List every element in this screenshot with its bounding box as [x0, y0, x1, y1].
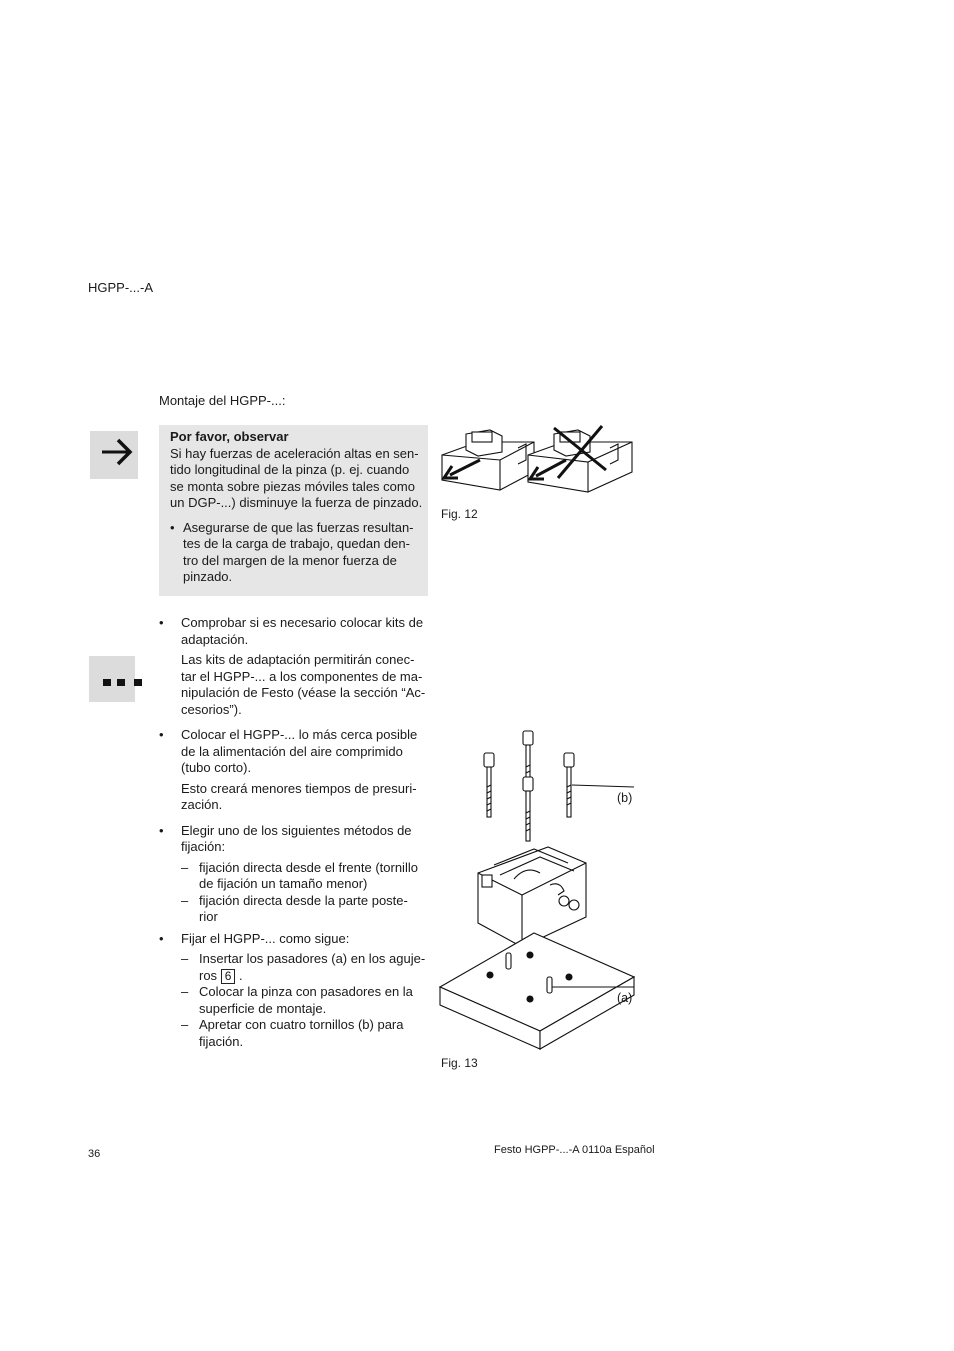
fig12-illustration: [438, 420, 638, 500]
sub-list-item: – Colocar la pinza con pasadores en la superficie de montaje.: [181, 984, 413, 1016]
note-title: Por favor, observar: [170, 429, 289, 444]
fig13-caption: Fig. 13: [441, 1056, 478, 1070]
arrow-right-icon: [90, 431, 138, 479]
list-item: • Elegir uno de los siguientes métodos de fijación: – fijación directa desde el frente (tornillo de fijación un tamaño menor) – fijación directa desde la parte poste- rior: [159, 823, 429, 926]
screw: [484, 753, 494, 817]
label-b: (b): [617, 791, 633, 805]
sub-list-item: – Insertar los pasadores (a) en los aguje- ros 6 .: [181, 951, 426, 983]
label-a: (a): [617, 991, 633, 1005]
sub-list-item: – Apretar con cuatro tornillos (b) para fijación.: [181, 1017, 404, 1049]
screw: [523, 777, 533, 841]
gripper-correct: [442, 430, 534, 490]
gripper-body: [478, 847, 586, 947]
note-box: [159, 425, 428, 596]
sub-list-item: – fijación directa desde la parte poste- rior: [181, 892, 408, 924]
instruction-list: [159, 615, 429, 1053]
document-id: Festo HGPP-...-A 0110a Español: [494, 1144, 655, 1156]
page-number: 36: [88, 1148, 101, 1160]
running-header: HGPP-...-A: [88, 280, 154, 295]
list-item: • Comprobar si es necesario colocar kits de adaptación. Las kits de adaptación permitirán conec- tar el HGPP-... a los componentes de ma- nipulación de Festo (véase la sección “Ac- cesorios”).: [159, 615, 426, 717]
sub-list-item: – fijación directa desde el frente (tornillo de fijación un tamaño menor): [181, 859, 418, 891]
list-item: • Colocar el HGPP-... lo más cerca posible de la alimentación del aire comprimido (tubo corto). Esto creará menores tiempos de presuri- zación.: [159, 727, 418, 812]
fig13-illustration: [438, 725, 638, 1055]
mounting-plate: [440, 933, 634, 1049]
list-item: • Fijar el HGPP-... como sigue: – Insertar los pasadores (a) en los aguje- ros 6 . – Colocar la pinza con pasadores en la superficie de montaje. – Apretar con cuatro tornillos (b) para fijación.: [159, 931, 429, 1051]
section-title: Montaje del HGPP-...:: [159, 393, 286, 408]
gripper-incorrect: [528, 430, 632, 492]
info-dots-icon: [89, 656, 135, 702]
fig12-caption: Fig. 12: [441, 507, 478, 521]
note-bullet: • Asegurarse de que las fuerzas resultan- tes de la carga de trabajo, quedan den- tro del margen de la menor fuerza de pinzado.: [170, 519, 414, 584]
reference-number: 6: [221, 969, 236, 984]
note-text: Si hay fuerzas de aceleración altas en sen- tido longitudinal de la pinza (p. ej. cuando se monta sobre piezas móviles tales como un DGP-...) disminuye la fuerza de pinzado.: [170, 445, 423, 510]
